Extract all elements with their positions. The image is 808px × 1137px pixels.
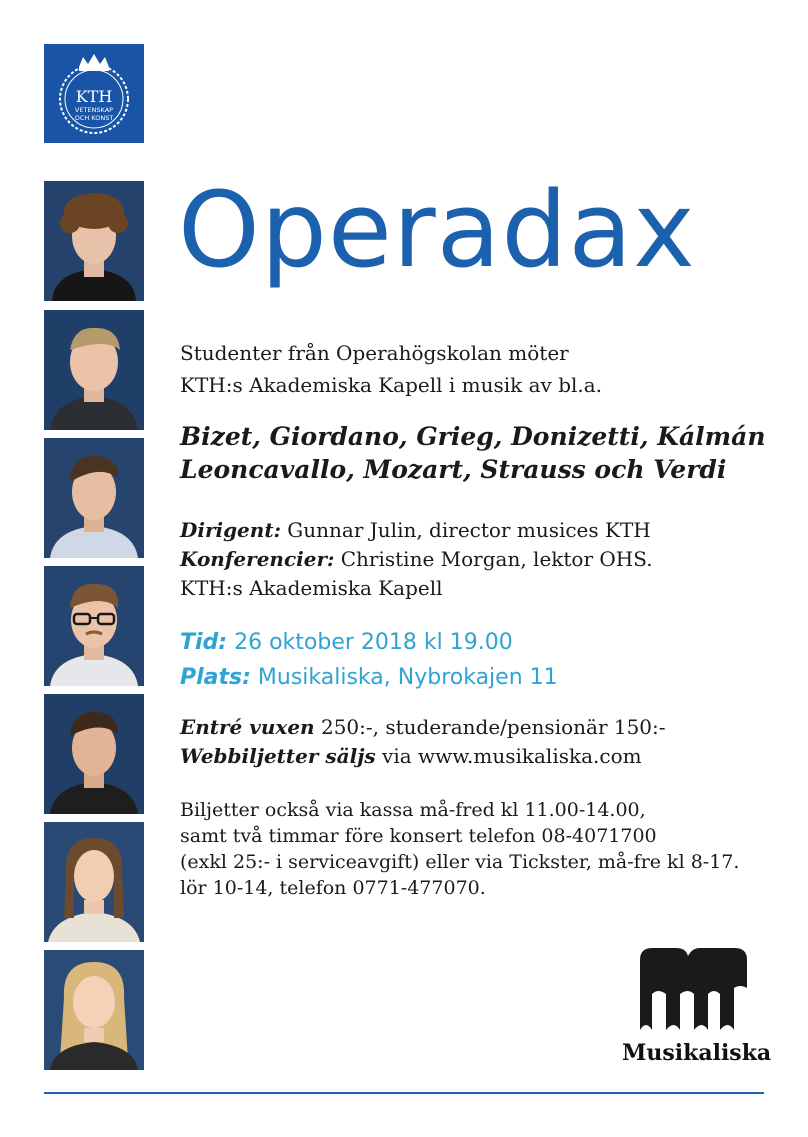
svg-text:KTH: KTH: [75, 86, 113, 106]
ticket-prices: [180, 713, 790, 771]
musikaliska-logo-icon: [636, 948, 751, 1030]
portrait-3: [44, 438, 144, 558]
intro-line: Studenter från Operahögskolan möter: [180, 341, 569, 365]
kth-crest-icon: [49, 49, 139, 139]
bottom-divider: [44, 1092, 764, 1094]
info-line: (exkl 25:- i serviceavgift) eller via Tickster, må-fre kl 8-17.: [180, 851, 740, 873]
price-value: 250:-, studerande/pensionär 150:-: [314, 715, 666, 739]
composers-list: [180, 420, 790, 486]
time-line: [180, 625, 790, 660]
conductor-label: Dirigent:: [180, 518, 281, 542]
intro-line: KTH:s Akademiska Kapell i musik av bl.a.: [180, 373, 603, 397]
host-value: Christine Morgan, lektor OHS.: [334, 547, 653, 571]
info-line: lör 10-14, telefon 0771-477070.: [180, 877, 486, 899]
info-line: samt två timmar före konsert telefon 08-4071700: [180, 825, 657, 847]
place-value: Musikaliska, Nybrokajen 11: [250, 665, 558, 690]
time-label: Tid:: [180, 630, 228, 655]
portrait-4: [44, 566, 144, 686]
composers-line: Bizet, Giordano, Grieg, Donizetti, Kálmán: [180, 422, 766, 451]
musikaliska-logo-text: Musikaliska: [622, 1040, 772, 1066]
ticket-info: [180, 797, 795, 901]
portrait-2: [44, 310, 144, 430]
place-label: Plats:: [180, 665, 251, 690]
portrait-6: [44, 822, 144, 942]
place-line: [180, 660, 790, 695]
ensemble-line: KTH:s Akademiska Kapell: [180, 576, 443, 600]
time-value: 26 oktober 2018 kl 19.00: [227, 630, 513, 655]
composers-line: Leoncavallo, Mozart, Strauss och Verdi: [180, 455, 727, 484]
web-tickets-label: Webbiljetter säljs: [180, 744, 376, 768]
portrait-1: [44, 181, 144, 301]
portrait-5: [44, 694, 144, 814]
conductor-value: Gunnar Julin, director musices KTH: [280, 518, 651, 542]
conductor-line: [180, 516, 790, 545]
kth-logo: [44, 44, 144, 143]
svg-text:OCH KONST: OCH KONST: [74, 113, 114, 122]
intro-text: [180, 337, 780, 401]
host-line: [180, 545, 790, 574]
price-line: [180, 713, 790, 742]
portrait-7: [44, 950, 144, 1070]
event-details: [180, 625, 790, 695]
credits: [180, 516, 790, 603]
web-tickets-value: via www.musikaliska.com: [375, 744, 642, 768]
page-title: Operadax: [178, 169, 696, 291]
adult-label: Entré vuxen: [180, 715, 315, 739]
svg-text:VETENSKAP: VETENSKAP: [74, 105, 114, 114]
host-label: Konferencier:: [180, 547, 335, 571]
info-line: Biljetter också via kassa må-fred kl 11.00-14.00,: [180, 799, 646, 821]
web-tickets-line: [180, 742, 790, 771]
